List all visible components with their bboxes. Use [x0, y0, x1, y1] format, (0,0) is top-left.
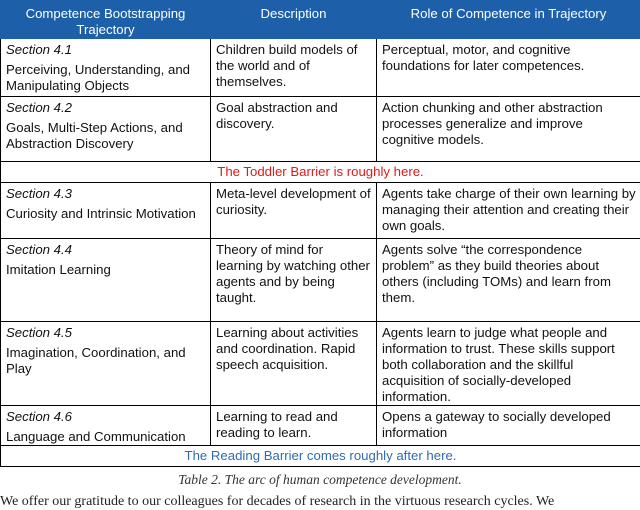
toddler-barrier-row: [1, 162, 640, 183]
role-cell: Agents take charge of their own learning by managing their attention and creating their own goals.: [377, 183, 640, 239]
description-cell: Goal abstraction and discovery.: [211, 97, 377, 162]
toddler-barrier-note: The Toddler Barrier is roughly here.: [1, 162, 640, 183]
reading-barrier-row: [1, 446, 640, 467]
table-row: [1, 39, 640, 97]
trajectory-title: Imagination, Coordination, and Play: [6, 345, 186, 376]
description-cell: Learning to read and reading to learn.: [211, 406, 377, 446]
description-cell: Theory of mind for learning by watching other agents and by being taught.: [211, 239, 377, 322]
header-role: Role of Competence in Trajectory: [377, 1, 640, 39]
trajectory-cell: [1, 406, 211, 446]
description-cell: Learning about activities and coordination. Rapid speech acquisition.: [211, 322, 377, 406]
header-row: [1, 1, 640, 39]
section-label: Section 4.5: [6, 325, 206, 341]
section-label: Section 4.2: [6, 100, 206, 116]
table-row: [1, 322, 640, 406]
header-description: Description: [211, 1, 377, 39]
table-caption: Table 2. The arc of human competence development.: [0, 472, 640, 488]
section-label: Section 4.6: [6, 409, 206, 425]
trajectory-title: Language and Communication: [6, 429, 186, 444]
role-cell: Agents learn to judge what people and information to trust. These skills support both collaboration and the skillful acquisition of socially-developed information.: [377, 322, 640, 406]
header-trajectory: Competence Bootstrapping Trajectory: [1, 1, 211, 39]
trajectory-cell: [1, 39, 211, 97]
trajectory-cell: [1, 97, 211, 162]
table-row: [1, 239, 640, 322]
body-text-cut-off: We offer our gratitude to our colleagues for decades of research in the virtuous research cycles. We: [0, 494, 640, 510]
trajectory-title: Imitation Learning: [6, 262, 111, 277]
trajectory-title: Goals, Multi-Step Actions, and Abstraction Discovery: [6, 120, 183, 151]
role-cell: Opens a gateway to socially developed information: [377, 406, 640, 446]
section-label: Section 4.1: [6, 42, 206, 58]
description-cell: Meta-level development of curiosity.: [211, 183, 377, 239]
section-label: Section 4.3: [6, 186, 206, 202]
role-cell: Action chunking and other abstraction processes generalize and improve cognitive models.: [377, 97, 640, 162]
role-cell: Perceptual, motor, and cognitive foundations for later competences.: [377, 39, 640, 97]
trajectory-cell: [1, 183, 211, 239]
trajectory-title: Perceiving, Understanding, and Manipulating Objects: [6, 62, 190, 93]
trajectory-cell: [1, 239, 211, 322]
reading-barrier-note: The Reading Barrier comes roughly after here.: [1, 446, 640, 467]
table-row: [1, 183, 640, 239]
table-row: [1, 406, 640, 446]
section-label: Section 4.4: [6, 242, 206, 258]
table-row: [1, 97, 640, 162]
trajectory-title: Curiosity and Intrinsic Motivation: [6, 206, 196, 221]
trajectory-cell: [1, 322, 211, 406]
description-cell: Children build models of the world and of themselves.: [211, 39, 377, 97]
role-cell: Agents solve “the correspondence problem” as they build theories about others (including TOMs) and learn from them.: [377, 239, 640, 322]
